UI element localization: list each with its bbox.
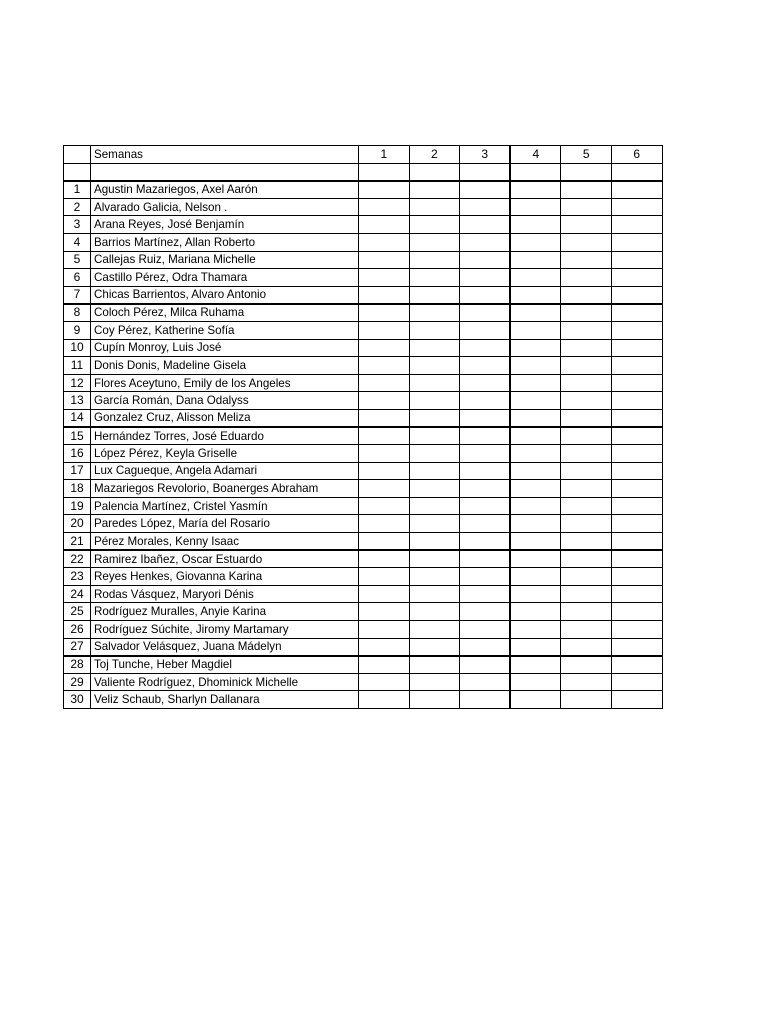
week-6-cell[interactable] (611, 198, 662, 216)
week-2-cell[interactable] (409, 603, 460, 621)
blank-cell[interactable] (611, 163, 662, 181)
week-1-cell[interactable] (359, 233, 410, 251)
week-2-cell[interactable] (409, 480, 460, 498)
row-number[interactable]: 27 (64, 638, 91, 656)
week-1-cell[interactable] (359, 269, 410, 287)
week-5-cell[interactable] (561, 621, 612, 639)
week-5-cell[interactable] (561, 673, 612, 691)
week-6-cell[interactable] (611, 462, 662, 480)
week-2-cell[interactable] (409, 691, 460, 709)
week-5-cell[interactable] (561, 251, 612, 269)
week-6-cell[interactable] (611, 233, 662, 251)
week-5-cell[interactable] (561, 321, 612, 339)
week-4-cell[interactable] (510, 515, 561, 533)
student-name[interactable]: Coy Pérez, Katherine Sofía (91, 321, 359, 339)
row-number[interactable]: 26 (64, 621, 91, 639)
table-row (64, 568, 663, 586)
week-2-cell[interactable] (409, 515, 460, 533)
week-1-cell[interactable] (359, 251, 410, 269)
week-6-cell[interactable] (611, 339, 662, 357)
row-number[interactable]: 19 (64, 497, 91, 515)
student-name[interactable]: Alvarado Galicia, Nelson . (91, 198, 359, 216)
week-5-cell[interactable] (561, 286, 612, 304)
table-row (64, 233, 663, 251)
week-4-cell[interactable] (510, 427, 561, 445)
week-3-cell[interactable] (460, 550, 511, 568)
student-name[interactable]: López Pérez, Keyla Griselle (91, 445, 359, 463)
week-6-cell[interactable] (611, 603, 662, 621)
row-number[interactable]: 25 (64, 603, 91, 621)
header-label[interactable]: Semanas (91, 146, 359, 164)
week-6-cell[interactable] (611, 585, 662, 603)
student-name[interactable]: Palencia Martínez, Cristel Yasmín (91, 497, 359, 515)
week-2-cell[interactable] (409, 550, 460, 568)
table-row (64, 621, 663, 639)
row-number[interactable]: 18 (64, 480, 91, 498)
table-row (64, 550, 663, 568)
week-3-cell[interactable] (460, 198, 511, 216)
student-name[interactable]: Agustin Mazariegos, Axel Aarón (91, 181, 359, 199)
student-name[interactable]: Ramirez Ibañez, Oscar Estuardo (91, 550, 359, 568)
table-row (64, 585, 663, 603)
week-header-3[interactable]: 3 (460, 146, 511, 164)
table-row (64, 656, 663, 674)
week-4-cell[interactable] (510, 321, 561, 339)
week-5-cell[interactable] (561, 480, 612, 498)
week-1-cell[interactable] (359, 497, 410, 515)
week-4-cell[interactable] (510, 304, 561, 322)
week-3-cell[interactable] (460, 392, 511, 410)
week-6-cell[interactable] (611, 251, 662, 269)
table-row (64, 533, 663, 551)
week-5-cell[interactable] (561, 304, 612, 322)
week-4-cell[interactable] (510, 251, 561, 269)
week-6-cell[interactable] (611, 621, 662, 639)
week-6-cell[interactable] (611, 374, 662, 392)
week-1-cell[interactable] (359, 339, 410, 357)
header-row (64, 146, 663, 164)
week-2-cell[interactable] (409, 286, 460, 304)
week-3-cell[interactable] (460, 321, 511, 339)
table-row (64, 304, 663, 322)
row-number[interactable]: 20 (64, 515, 91, 533)
week-4-cell[interactable] (510, 198, 561, 216)
student-name[interactable]: Castillo Pérez, Odra Thamara (91, 269, 359, 287)
table-row (64, 181, 663, 199)
week-5-cell[interactable] (561, 198, 612, 216)
table-row (64, 357, 663, 375)
student-name[interactable]: Coloch Pérez, Milca Ruhama (91, 304, 359, 322)
week-1-cell[interactable] (359, 409, 410, 427)
week-3-cell[interactable] (460, 339, 511, 357)
row-number[interactable]: 4 (64, 233, 91, 251)
row-number[interactable]: 8 (64, 304, 91, 322)
week-1-cell[interactable] (359, 656, 410, 674)
week-5-cell[interactable] (561, 638, 612, 656)
row-number[interactable]: 22 (64, 550, 91, 568)
week-5-cell[interactable] (561, 445, 612, 463)
week-4-cell[interactable] (510, 181, 561, 199)
week-2-cell[interactable] (409, 198, 460, 216)
week-1-cell[interactable] (359, 638, 410, 656)
week-1-cell[interactable] (359, 585, 410, 603)
week-3-cell[interactable] (460, 286, 511, 304)
week-1-cell[interactable] (359, 515, 410, 533)
week-5-cell[interactable] (561, 603, 612, 621)
week-6-cell[interactable] (611, 515, 662, 533)
week-5-cell[interactable] (561, 427, 612, 445)
week-5-cell[interactable] (561, 497, 612, 515)
week-2-cell[interactable] (409, 392, 460, 410)
row-number[interactable]: 16 (64, 445, 91, 463)
week-4-cell[interactable] (510, 374, 561, 392)
blank-cell[interactable] (460, 163, 511, 181)
week-6-cell[interactable] (611, 427, 662, 445)
week-1-cell[interactable] (359, 550, 410, 568)
week-4-cell[interactable] (510, 585, 561, 603)
week-6-cell[interactable] (611, 497, 662, 515)
week-4-cell[interactable] (510, 603, 561, 621)
week-6-cell[interactable] (611, 656, 662, 674)
student-name[interactable]: Rodríguez Súchite, Jiromy Martamary (91, 621, 359, 639)
row-number[interactable]: 21 (64, 533, 91, 551)
week-4-cell[interactable] (510, 656, 561, 674)
week-4-cell[interactable] (510, 673, 561, 691)
week-1-cell[interactable] (359, 462, 410, 480)
blank-cell[interactable] (561, 163, 612, 181)
week-6-cell[interactable] (611, 357, 662, 375)
table-row (64, 374, 663, 392)
week-6-cell[interactable] (611, 673, 662, 691)
row-number[interactable]: 13 (64, 392, 91, 410)
week-2-cell[interactable] (409, 497, 460, 515)
week-1-cell[interactable] (359, 603, 410, 621)
week-1-cell[interactable] (359, 181, 410, 199)
week-5-cell[interactable] (561, 269, 612, 287)
week-header-1[interactable]: 1 (359, 146, 410, 164)
table-row (64, 321, 663, 339)
week-1-cell[interactable] (359, 533, 410, 551)
week-header-2[interactable]: 2 (409, 146, 460, 164)
week-1-cell[interactable] (359, 286, 410, 304)
week-2-cell[interactable] (409, 621, 460, 639)
week-1-cell[interactable] (359, 321, 410, 339)
row-number[interactable]: 12 (64, 374, 91, 392)
student-name[interactable]: Rodas Vásquez, Maryori Dénis (91, 585, 359, 603)
week-1-cell[interactable] (359, 480, 410, 498)
table-row (64, 427, 663, 445)
row-number[interactable]: 17 (64, 462, 91, 480)
row-number[interactable]: 24 (64, 585, 91, 603)
week-4-cell[interactable] (510, 497, 561, 515)
week-4-cell[interactable] (510, 550, 561, 568)
attendance-table (63, 145, 663, 709)
week-1-cell[interactable] (359, 445, 410, 463)
table-row (64, 673, 663, 691)
week-6-cell[interactable] (611, 321, 662, 339)
week-4-cell[interactable] (510, 339, 561, 357)
week-3-cell[interactable] (460, 533, 511, 551)
week-6-cell[interactable] (611, 181, 662, 199)
week-4-cell[interactable] (510, 357, 561, 375)
week-2-cell[interactable] (409, 251, 460, 269)
week-5-cell[interactable] (561, 533, 612, 551)
week-3-cell[interactable] (460, 462, 511, 480)
week-2-cell[interactable] (409, 269, 460, 287)
week-3-cell[interactable] (460, 497, 511, 515)
week-4-cell[interactable] (510, 568, 561, 586)
week-1-cell[interactable] (359, 304, 410, 322)
week-6-cell[interactable] (611, 568, 662, 586)
week-6-cell[interactable] (611, 638, 662, 656)
week-1-cell[interactable] (359, 392, 410, 410)
week-4-cell[interactable] (510, 462, 561, 480)
week-1-cell[interactable] (359, 568, 410, 586)
week-6-cell[interactable] (611, 550, 662, 568)
week-4-cell[interactable] (510, 233, 561, 251)
student-name[interactable]: Gonzalez Cruz, Alisson Meliza (91, 409, 359, 427)
week-2-cell[interactable] (409, 673, 460, 691)
week-4-cell[interactable] (510, 691, 561, 709)
row-number[interactable]: 3 (64, 216, 91, 234)
row-number[interactable]: 10 (64, 339, 91, 357)
week-2-cell[interactable] (409, 181, 460, 199)
table-row (64, 515, 663, 533)
week-4-cell[interactable] (510, 216, 561, 234)
week-3-cell[interactable] (460, 480, 511, 498)
row-number[interactable]: 30 (64, 691, 91, 709)
week-5-cell[interactable] (561, 374, 612, 392)
table-row (64, 339, 663, 357)
week-3-cell[interactable] (460, 673, 511, 691)
week-3-cell[interactable] (460, 251, 511, 269)
week-4-cell[interactable] (510, 445, 561, 463)
student-name[interactable]: Barrios Martínez, Allan Roberto (91, 233, 359, 251)
row-number[interactable]: 11 (64, 357, 91, 375)
week-3-cell[interactable] (460, 445, 511, 463)
week-4-cell[interactable] (510, 480, 561, 498)
blank-cell[interactable] (91, 163, 359, 181)
week-5-cell[interactable] (561, 233, 612, 251)
week-4-cell[interactable] (510, 286, 561, 304)
week-5-cell[interactable] (561, 568, 612, 586)
table-row (64, 638, 663, 656)
week-6-cell[interactable] (611, 409, 662, 427)
blank-cell[interactable] (359, 163, 410, 181)
week-1-cell[interactable] (359, 216, 410, 234)
week-2-cell[interactable] (409, 445, 460, 463)
student-name[interactable]: Lux Cagueque, Angela Adamari (91, 462, 359, 480)
week-6-cell[interactable] (611, 691, 662, 709)
row-number[interactable]: 14 (64, 409, 91, 427)
week-header-6[interactable]: 6 (611, 146, 662, 164)
week-3-cell[interactable] (460, 656, 511, 674)
row-number[interactable]: 15 (64, 427, 91, 445)
week-6-cell[interactable] (611, 533, 662, 551)
student-name[interactable]: Mazariegos Revolorio, Boanerges Abraham (91, 480, 359, 498)
table-row (64, 216, 663, 234)
student-name[interactable]: Chicas Barrientos, Alvaro Antonio (91, 286, 359, 304)
table-row (64, 462, 663, 480)
student-name[interactable]: Flores Aceytuno, Emily de los Angeles (91, 374, 359, 392)
week-2-cell[interactable] (409, 409, 460, 427)
week-3-cell[interactable] (460, 638, 511, 656)
week-3-cell[interactable] (460, 216, 511, 234)
week-3-cell[interactable] (460, 409, 511, 427)
week-1-cell[interactable] (359, 621, 410, 639)
week-1-cell[interactable] (359, 427, 410, 445)
week-5-cell[interactable] (561, 409, 612, 427)
table-row (64, 691, 663, 709)
student-name[interactable]: Callejas Ruiz, Mariana Michelle (91, 251, 359, 269)
week-2-cell[interactable] (409, 321, 460, 339)
week-5-cell[interactable] (561, 691, 612, 709)
student-name[interactable]: Pérez Morales, Kenny Isaac (91, 533, 359, 551)
student-name[interactable]: Salvador Velásquez, Juana Mádelyn (91, 638, 359, 656)
row-number[interactable]: 6 (64, 269, 91, 287)
week-3-cell[interactable] (460, 621, 511, 639)
row-number[interactable]: 28 (64, 656, 91, 674)
student-name[interactable]: Donis Donis, Madeline Gisela (91, 357, 359, 375)
week-5-cell[interactable] (561, 585, 612, 603)
row-number[interactable]: 29 (64, 673, 91, 691)
table-row (64, 286, 663, 304)
week-2-cell[interactable] (409, 427, 460, 445)
table-row (64, 497, 663, 515)
week-3-cell[interactable] (460, 603, 511, 621)
week-3-cell[interactable] (460, 269, 511, 287)
week-3-cell[interactable] (460, 374, 511, 392)
row-number[interactable]: 5 (64, 251, 91, 269)
student-name[interactable]: Toj Tunche, Heber Magdiel (91, 656, 359, 674)
student-name[interactable]: Valiente Rodríguez, Dhominick Michelle (91, 673, 359, 691)
week-2-cell[interactable] (409, 374, 460, 392)
week-3-cell[interactable] (460, 427, 511, 445)
table-row (64, 251, 663, 269)
student-name[interactable]: García Román, Dana Odalyss (91, 392, 359, 410)
week-2-cell[interactable] (409, 568, 460, 586)
week-3-cell[interactable] (460, 233, 511, 251)
week-3-cell[interactable] (460, 304, 511, 322)
table-row (64, 480, 663, 498)
week-2-cell[interactable] (409, 339, 460, 357)
week-2-cell[interactable] (409, 304, 460, 322)
row-number[interactable]: 9 (64, 321, 91, 339)
week-5-cell[interactable] (561, 550, 612, 568)
student-name[interactable]: Arana Reyes, José Benjamín (91, 216, 359, 234)
week-4-cell[interactable] (510, 392, 561, 410)
week-1-cell[interactable] (359, 374, 410, 392)
week-6-cell[interactable] (611, 286, 662, 304)
week-6-cell[interactable] (611, 445, 662, 463)
table-row (64, 269, 663, 287)
week-5-cell[interactable] (561, 515, 612, 533)
blank-row (64, 163, 663, 181)
week-6-cell[interactable] (611, 269, 662, 287)
week-3-cell[interactable] (460, 691, 511, 709)
week-5-cell[interactable] (561, 357, 612, 375)
header-num-cell[interactable] (64, 146, 91, 164)
week-5-cell[interactable] (561, 339, 612, 357)
week-5-cell[interactable] (561, 216, 612, 234)
week-3-cell[interactable] (460, 357, 511, 375)
week-3-cell[interactable] (460, 585, 511, 603)
week-4-cell[interactable] (510, 621, 561, 639)
week-2-cell[interactable] (409, 533, 460, 551)
week-3-cell[interactable] (460, 515, 511, 533)
table-row (64, 392, 663, 410)
table-row (64, 409, 663, 427)
week-2-cell[interactable] (409, 585, 460, 603)
week-6-cell[interactable] (611, 304, 662, 322)
week-4-cell[interactable] (510, 533, 561, 551)
week-1-cell[interactable] (359, 691, 410, 709)
blank-cell[interactable] (64, 163, 91, 181)
week-5-cell[interactable] (561, 181, 612, 199)
table-row (64, 603, 663, 621)
row-number[interactable]: 2 (64, 198, 91, 216)
row-number[interactable]: 23 (64, 568, 91, 586)
week-2-cell[interactable] (409, 357, 460, 375)
week-1-cell[interactable] (359, 198, 410, 216)
week-3-cell[interactable] (460, 568, 511, 586)
week-4-cell[interactable] (510, 269, 561, 287)
student-name[interactable]: Veliz Schaub, Sharlyn Dallanara (91, 691, 359, 709)
student-name[interactable]: Cupín Monroy, Luis José (91, 339, 359, 357)
week-header-4[interactable]: 4 (510, 146, 561, 164)
week-3-cell[interactable] (460, 181, 511, 199)
blank-cell[interactable] (510, 163, 561, 181)
week-5-cell[interactable] (561, 392, 612, 410)
week-6-cell[interactable] (611, 392, 662, 410)
week-5-cell[interactable] (561, 462, 612, 480)
week-6-cell[interactable] (611, 480, 662, 498)
week-2-cell[interactable] (409, 638, 460, 656)
table-row (64, 445, 663, 463)
student-name[interactable]: Hernández Torres, José Eduardo (91, 427, 359, 445)
week-1-cell[interactable] (359, 357, 410, 375)
week-4-cell[interactable] (510, 638, 561, 656)
week-6-cell[interactable] (611, 216, 662, 234)
week-5-cell[interactable] (561, 656, 612, 674)
table-row (64, 198, 663, 216)
row-number[interactable]: 1 (64, 181, 91, 199)
week-2-cell[interactable] (409, 462, 460, 480)
row-number[interactable]: 7 (64, 286, 91, 304)
week-2-cell[interactable] (409, 216, 460, 234)
week-1-cell[interactable] (359, 673, 410, 691)
blank-cell[interactable] (409, 163, 460, 181)
week-2-cell[interactable] (409, 233, 460, 251)
student-name[interactable]: Rodríguez Muralles, Anyie Karina (91, 603, 359, 621)
week-2-cell[interactable] (409, 656, 460, 674)
week-header-5[interactable]: 5 (561, 146, 612, 164)
student-name[interactable]: Reyes Henkes, Giovanna Karina (91, 568, 359, 586)
week-4-cell[interactable] (510, 409, 561, 427)
student-name[interactable]: Paredes López, María del Rosario (91, 515, 359, 533)
